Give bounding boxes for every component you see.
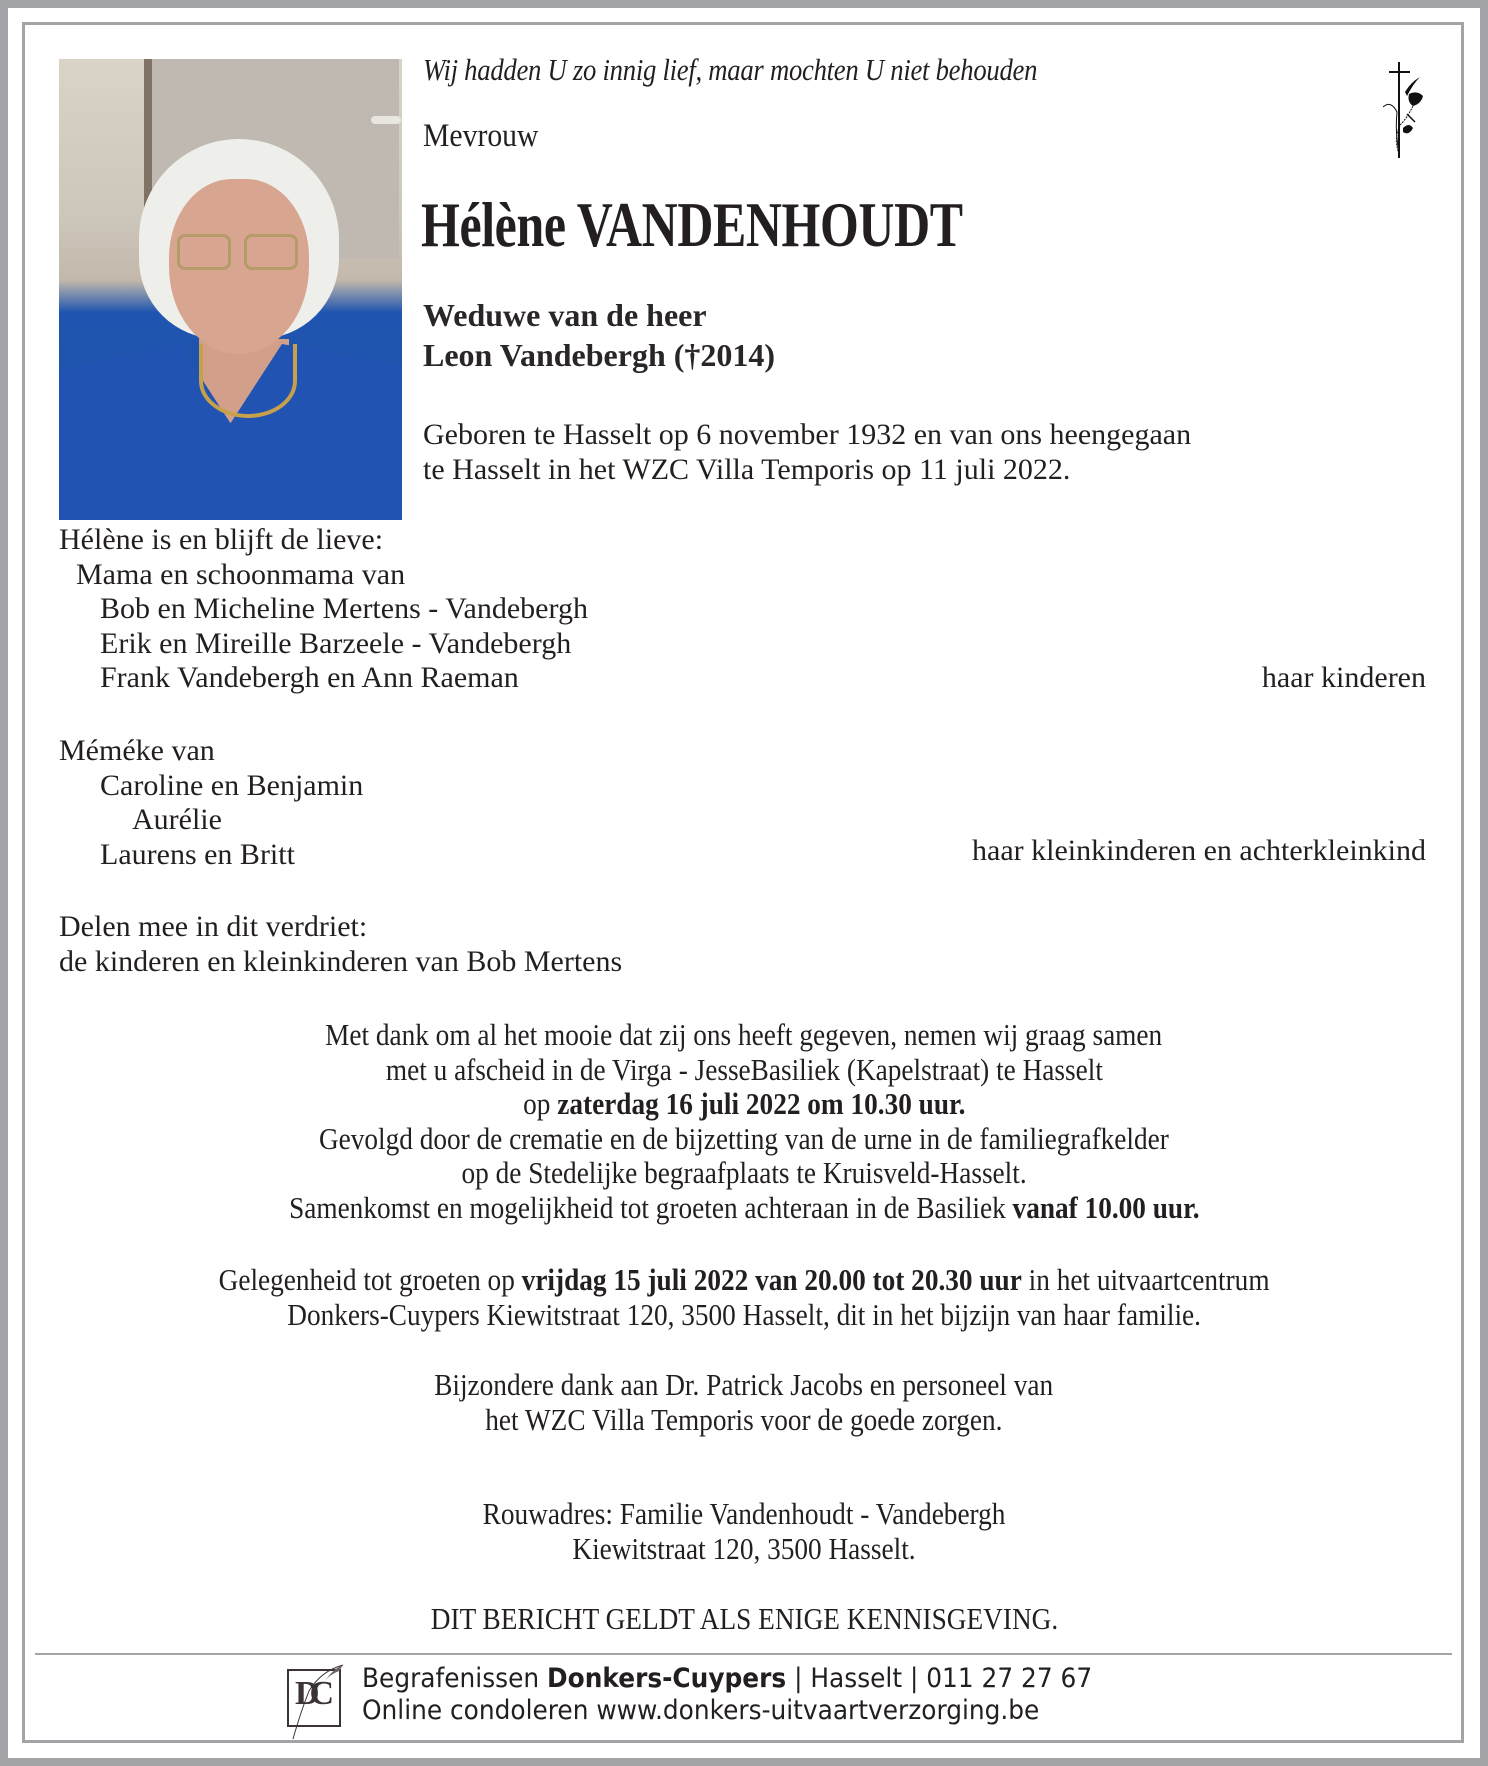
- ceremony-date: zaterdag 16 juli 2022 om 10.30 uur.: [556, 1086, 966, 1121]
- child-name: Erik en Mireille Barzeele - Vandebergh: [100, 626, 572, 660]
- footer-line-2: [362, 1695, 1039, 1726]
- sharing-line: Delen mee in dit verdriet:: [59, 910, 368, 943]
- footer-line-1: [362, 1663, 1092, 1694]
- thanks-line: het WZC Villa Temporis voor de goede zorgen.: [485, 1401, 1003, 1437]
- address-line: Kiewitstraat 120, 3500 Hasselt.: [572, 1530, 916, 1566]
- ceremony-line: Met dank om al het mooie dat zij ons heeft gegeven, nemen wij graag samen: [325, 1017, 1163, 1052]
- sharing-line: de kinderen en kleinkinderen van Bob Mertens: [59, 944, 623, 978]
- visitation-date: vrijdag 15 juli 2022 van 20.00 tot 20.30 uur: [521, 1262, 1022, 1297]
- child-name: Frank Vandebergh en Ann Raeman: [100, 661, 519, 694]
- website-link[interactable]: www.donkers-uitvaartverzorging.be: [596, 1695, 1040, 1726]
- spouse-line: Leon Vandebergh (†2014): [423, 337, 776, 373]
- grandchild-name: Laurens en Britt: [100, 837, 295, 871]
- photo-glasses: [244, 234, 298, 270]
- ceremony-line: Samenkomst en mogelijkheid tot groeten achteraan in de Basiliek: [288, 1189, 1013, 1225]
- photo-necklace: [199, 344, 297, 418]
- deceased-name: Hélène VANDENHOUDT: [421, 189, 963, 260]
- notice: DIT BERICHT GELDT ALS ENIGE KENNISGEVING.: [430, 1601, 1058, 1636]
- widow-block: [423, 295, 775, 375]
- birth-death-block: [423, 418, 1191, 487]
- grandchildren-label: haar kleinkinderen en achterkleinkind: [972, 834, 1426, 867]
- family-children-block: [59, 523, 588, 696]
- ceremony-line: met u afscheid in de Virga - JesseBasiliek (Kapelstraat) te Hasselt: [385, 1051, 1103, 1087]
- ceremony-line: Gevolgd door de crematie en de bijzetting van de urne in de familiegrafkelder: [319, 1120, 1169, 1156]
- grandchildren-heading: Méméke van: [59, 734, 215, 767]
- great-grandchild-name: Aurélie: [132, 803, 222, 836]
- visitation-line: Gelegenheid tot groeten op: [218, 1262, 522, 1297]
- ceremony-block: [40, 1018, 1448, 1225]
- footer-prefix: Begrafenissen: [362, 1663, 548, 1694]
- gathering-time: vanaf 10.00 uur.: [1012, 1189, 1200, 1225]
- died-line: te Hasselt in het WZC Villa Temporis op 11 juli 2022.: [423, 452, 1071, 486]
- footer-contact: | Hasselt | 011 27 27 67: [786, 1663, 1093, 1694]
- funeral-home-logo: [287, 1669, 341, 1727]
- portrait-photo: [59, 59, 402, 520]
- children-heading: Mama en schoonmama van: [76, 557, 406, 591]
- ceremony-line: op de Stedelijke begraafplaats te Kruisveld-Hasselt.: [461, 1155, 1027, 1190]
- grandchild-name: Caroline en Benjamin: [100, 768, 364, 802]
- visitation-line: in het uitvaartcentrum: [1021, 1262, 1270, 1297]
- widow-line: Weduwe van de heer: [423, 297, 707, 333]
- online-label: Online condoleren: [362, 1695, 597, 1726]
- family-grandchildren-block: [59, 734, 363, 872]
- family-intro: Hélène is en blijft de lieve:: [59, 523, 384, 556]
- photo-door-handle: [371, 116, 401, 124]
- born-line: Geboren te Hasselt op 6 november 1932 en van ons heengegaan: [423, 418, 1192, 451]
- logo-monogram: DC: [295, 1675, 325, 1712]
- sharing-block: [59, 910, 622, 979]
- thanks-block: [40, 1368, 1448, 1437]
- address-line: Rouwadres: Familie Vandenhoudt - Vandebergh: [482, 1496, 1006, 1531]
- children-label: haar kinderen: [1261, 661, 1426, 694]
- photo-glasses: [177, 234, 231, 270]
- child-name: Bob en Micheline Mertens - Vandebergh: [100, 592, 588, 625]
- company-name: Donkers-Cuypers: [547, 1663, 787, 1694]
- address-block: [40, 1497, 1448, 1566]
- visitation-line: Donkers-Cuypers Kiewitstraat 120, 3500 Hasselt, dit in het bijzijn van haar familie.: [287, 1296, 1201, 1332]
- ceremony-line: op: [522, 1086, 557, 1121]
- motto: Wij hadden U zo innig lief, maar mochten U niet behouden: [423, 52, 1038, 87]
- salutation: Mevrouw: [423, 118, 539, 154]
- notice-block: [40, 1602, 1448, 1637]
- thanks-line: Bijzondere dank aan Dr. Patrick Jacobs en personeel van: [434, 1367, 1054, 1402]
- footer-divider: [35, 1653, 1452, 1655]
- visitation-block: [40, 1263, 1448, 1332]
- cross-with-rose-icon: [1383, 62, 1427, 158]
